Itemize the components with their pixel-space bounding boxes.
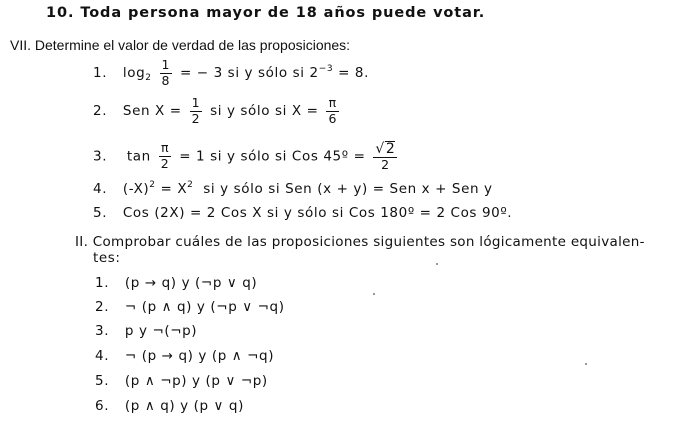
fraction-1-8: [160, 59, 173, 87]
scan-speck: [585, 363, 587, 365]
fraction-sqrt2-2: [373, 141, 397, 172]
vii-item-1: [93, 59, 369, 87]
vii-item-4: [93, 181, 493, 197]
item-text: p y ¬(¬p): [124, 323, 198, 339]
radicand: 2: [385, 141, 396, 157]
fraction-1-2: [190, 97, 203, 125]
fraction-numerator: [373, 141, 397, 156]
exponent: −3: [318, 64, 334, 74]
fraction-numerator: 1: [161, 57, 171, 72]
fraction-numerator: 1: [191, 95, 201, 110]
fraction-numerator: π: [328, 95, 337, 110]
item-number: 3.: [95, 323, 110, 339]
item-text: = 1 si y sólo si Cos 45º =: [179, 148, 366, 165]
ii-item-4: [95, 350, 274, 364]
item-number: 5.: [95, 373, 110, 389]
fraction-denominator: 2: [373, 157, 397, 172]
item-number: 1.: [95, 275, 110, 291]
ii-item-5: [95, 375, 268, 389]
item-text-end: = 8.: [338, 65, 369, 81]
radical-sign: √: [375, 141, 385, 157]
fraction-denominator: 2: [191, 110, 201, 126]
log-text: log: [122, 65, 146, 81]
item-text: (p ∧ ¬p) y (p ∨ ¬p): [124, 373, 268, 389]
fraction-numerator: π: [160, 140, 170, 156]
scan-speck: [436, 263, 438, 265]
fraction-denominator: 2: [160, 155, 170, 171]
item-text: ¬ (p → q) y (p ∧ ¬q): [124, 348, 275, 364]
item-text: (-X): [122, 181, 150, 197]
item-text: (p ∧ q) y (p ∨ q): [124, 398, 244, 414]
item-text: si y sólo si Sen (x + y) = Sen x + Sen y: [193, 181, 493, 197]
ii-item-6: [95, 400, 244, 414]
section-vii-title: VII. Determine el valor de verdad de las proposiciones:: [10, 37, 351, 53]
scan-speck: [373, 293, 375, 295]
item-text: = X: [155, 181, 188, 197]
exponent: 2: [149, 180, 156, 190]
item-number: 6.: [95, 398, 110, 414]
vii-item-3: [93, 141, 400, 172]
section-ii-title-continued: tes:: [93, 250, 121, 266]
fraction-denominator: 6: [328, 110, 338, 126]
item-text: si y sólo si X =: [210, 103, 319, 119]
item-number: 5.: [93, 205, 108, 221]
item-number: 3.: [93, 148, 108, 165]
item-text: (p → q) y (¬p ∨ q): [124, 275, 258, 291]
ii-item-3: [95, 325, 197, 339]
item-text: ¬ (p ∧ q) y (¬p ∨ ¬q): [124, 299, 285, 315]
log-base: 2: [145, 73, 152, 83]
vii-item-5: [93, 207, 512, 221]
ii-item-1: [95, 277, 257, 291]
item-number: 1.: [93, 65, 108, 81]
item-number: 2.: [95, 299, 110, 315]
vii-item-2: [93, 97, 342, 125]
item-number: 4.: [93, 181, 108, 197]
fraction-pi-2: [159, 142, 172, 170]
item-text: Sen X =: [122, 103, 182, 119]
item-number: 2.: [93, 103, 108, 119]
item-text: = − 3 si y sólo si 2: [180, 65, 319, 81]
item-text: tan: [126, 148, 151, 165]
ii-item-2: [95, 301, 285, 315]
fraction-denominator: 8: [161, 72, 171, 88]
item-text: Cos (2X) = 2 Cos X si y sólo si Cos 180º = 2 Cos 90º.: [122, 205, 513, 221]
fraction-pi-6: [326, 97, 339, 125]
exponent: 2: [187, 180, 194, 190]
section-ii-title: II. Comprobar cuáles de las proposiciones siguientes son lógicamente equivalen-: [75, 234, 645, 250]
item-number: 4.: [95, 348, 110, 364]
statement-10: 10. Toda persona mayor de 18 años puede votar.: [46, 5, 486, 21]
